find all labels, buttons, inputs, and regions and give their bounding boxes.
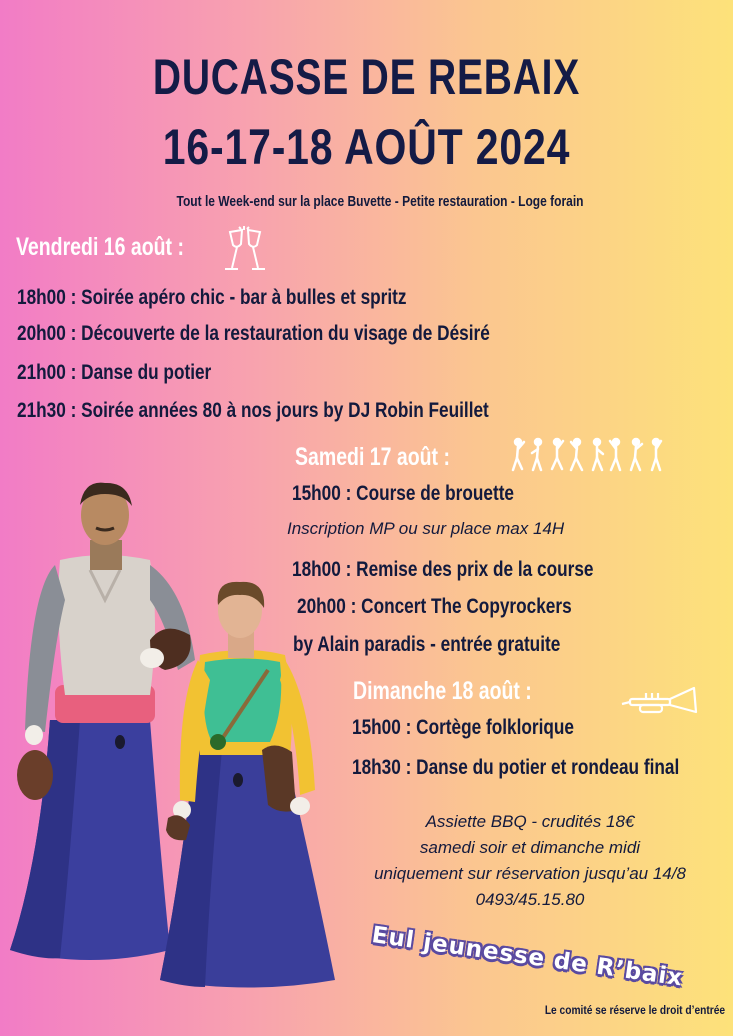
event-subtitle: Tout le Week-end sur la place Buvette - Petite restauration - Loge forain	[176, 193, 584, 210]
folklore-giants-illustration	[0, 480, 345, 995]
saturday-event-2: 18h00 : Remise des prix de la course	[292, 558, 594, 581]
bbq-days: samedi soir et dimanche midi	[419, 838, 641, 857]
bbq-phone: 0493/45.15.80	[475, 890, 585, 909]
organizer-signature: Eul jeunesse de R’baix	[370, 922, 685, 992]
saturday-event-3-detail: by Alain paradis - entrée gratuite	[293, 633, 561, 656]
dancers-icon	[510, 436, 665, 474]
friday-heading: Vendredi 16 août :	[16, 233, 184, 261]
event-dates: 16-17-18 AOÛT 2024	[162, 119, 571, 175]
friday-event-1: 18h00 : Soirée apéro chic - bar à bulles et spritz	[17, 286, 407, 309]
saturday-note: Inscription MP ou sur place max 14H	[287, 519, 565, 538]
sunday-event-1: 15h00 : Cortège folklorique	[352, 716, 575, 739]
event-title: DUCASSE DE REBAIX	[152, 49, 581, 105]
giant-left	[10, 483, 195, 960]
footer-notice: Le comité se réserve le droit d’entrée	[544, 1003, 725, 1017]
bbq-reservation: uniquement sur réservation jusqu’au 14/8	[374, 864, 686, 883]
friday-event-3: 21h00 : Danse du potier	[17, 361, 212, 384]
friday-event-4: 21h30 : Soirée années 80 à nos jours by DJ Robin Feuillet	[17, 399, 489, 422]
saturday-event-1: 15h00 : Course de brouette	[292, 482, 515, 505]
saturday-heading: Samedi 17 août :	[295, 443, 450, 471]
trumpet-icon	[620, 682, 702, 716]
saturday-event-3: 20h00 : Concert The Copyrockers	[297, 595, 572, 618]
friday-event-2: 20h00 : Découverte de la restauration du visage de Désiré	[17, 322, 490, 345]
sunday-event-2: 18h30 : Danse du potier et rondeau final	[352, 756, 680, 779]
bbq-price: Assiette BBQ - crudités 18€	[425, 812, 635, 831]
champagne-glasses-icon	[220, 224, 270, 276]
sunday-heading: Dimanche 18 août :	[353, 677, 532, 705]
